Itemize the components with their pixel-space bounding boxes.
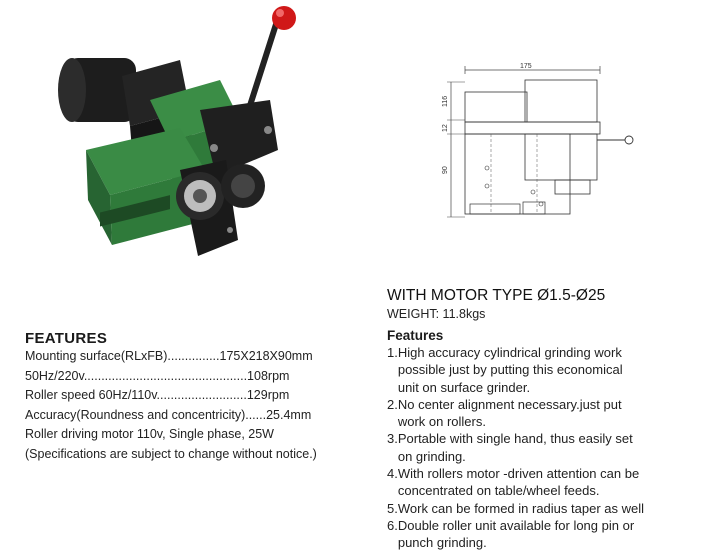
feature-line: No center alignment necessary.just put: [397, 396, 622, 412]
feature-line: Work can be formed in radius taper as well: [397, 500, 644, 516]
feature-line: High accuracy cylindrical grinding work: [397, 345, 622, 360]
feature-number: 1.: [387, 345, 398, 360]
motor-type-title: WITH MOTOR TYPE Ø1.5-Ø25: [387, 287, 606, 304]
feature-number: 4.: [387, 466, 398, 482]
feature-line: With rollers motor -driven attention can be: [397, 466, 640, 482]
dim-width-label: 175: [520, 63, 532, 70]
motor-features-panel: [387, 286, 687, 552]
list-item: [387, 517, 687, 552]
dim-top-label: 116: [442, 95, 449, 107]
list-item: [387, 396, 687, 431]
spec-mounting-surface: Mounting surface(RLxFB)...............175X218X90mm: [25, 349, 313, 363]
spec-motor: Roller driving motor 110v, Single phase, 25W: [25, 427, 274, 441]
dim-gap-label: 12: [442, 124, 449, 132]
list-item: [387, 430, 687, 465]
feature-line: punch grinding.: [397, 535, 487, 551]
list-item: [387, 344, 687, 396]
feature-text: [398, 396, 687, 431]
feature-line: Portable with single hand, thus easily set: [397, 431, 633, 447]
feature-line: concentrated on table/wheel feeds.: [397, 483, 600, 499]
feature-line: unit on surface grinder.: [397, 379, 531, 395]
feature-text: [398, 430, 687, 465]
list-item: [387, 500, 687, 517]
feature-text: [398, 500, 687, 517]
red-knob: [272, 6, 296, 30]
features-list: [387, 344, 687, 552]
feature-text: [398, 344, 687, 396]
dim-height-label: 90: [442, 166, 449, 174]
product-photo: [30, 0, 330, 270]
feature-line: on grinding.: [397, 448, 466, 464]
feature-line: Double roller unit available for long pin or: [397, 517, 635, 533]
spec-notice: (Specifications are subject to change without notice.): [25, 446, 317, 461]
features-subheading: Features: [387, 328, 444, 343]
feature-number: 6.: [387, 517, 398, 533]
spec-accuracy: Accuracy(Roundness and concentricity)......25.4mm: [25, 407, 312, 422]
spec-speed-60hz: Roller speed 60Hz/110v..........................129rpm: [25, 388, 290, 402]
feature-line: possible just by putting this economical: [397, 362, 623, 378]
weight-text: WEIGHT: 11.8kgs: [387, 307, 486, 321]
list-item: [387, 465, 687, 500]
feature-line: work on rollers.: [397, 414, 486, 430]
feature-number: 3.: [387, 431, 398, 447]
feature-number: 5.: [387, 500, 398, 516]
spec-speed-50hz: 50Hz/220v...............................................108rpm: [25, 368, 290, 383]
feature-text: [398, 465, 687, 500]
feature-number: 2.: [387, 396, 398, 412]
features-heading: FEATURES: [25, 330, 108, 347]
feature-text: [398, 517, 687, 552]
specifications-panel: [25, 331, 355, 464]
technical-drawing: [425, 62, 635, 222]
